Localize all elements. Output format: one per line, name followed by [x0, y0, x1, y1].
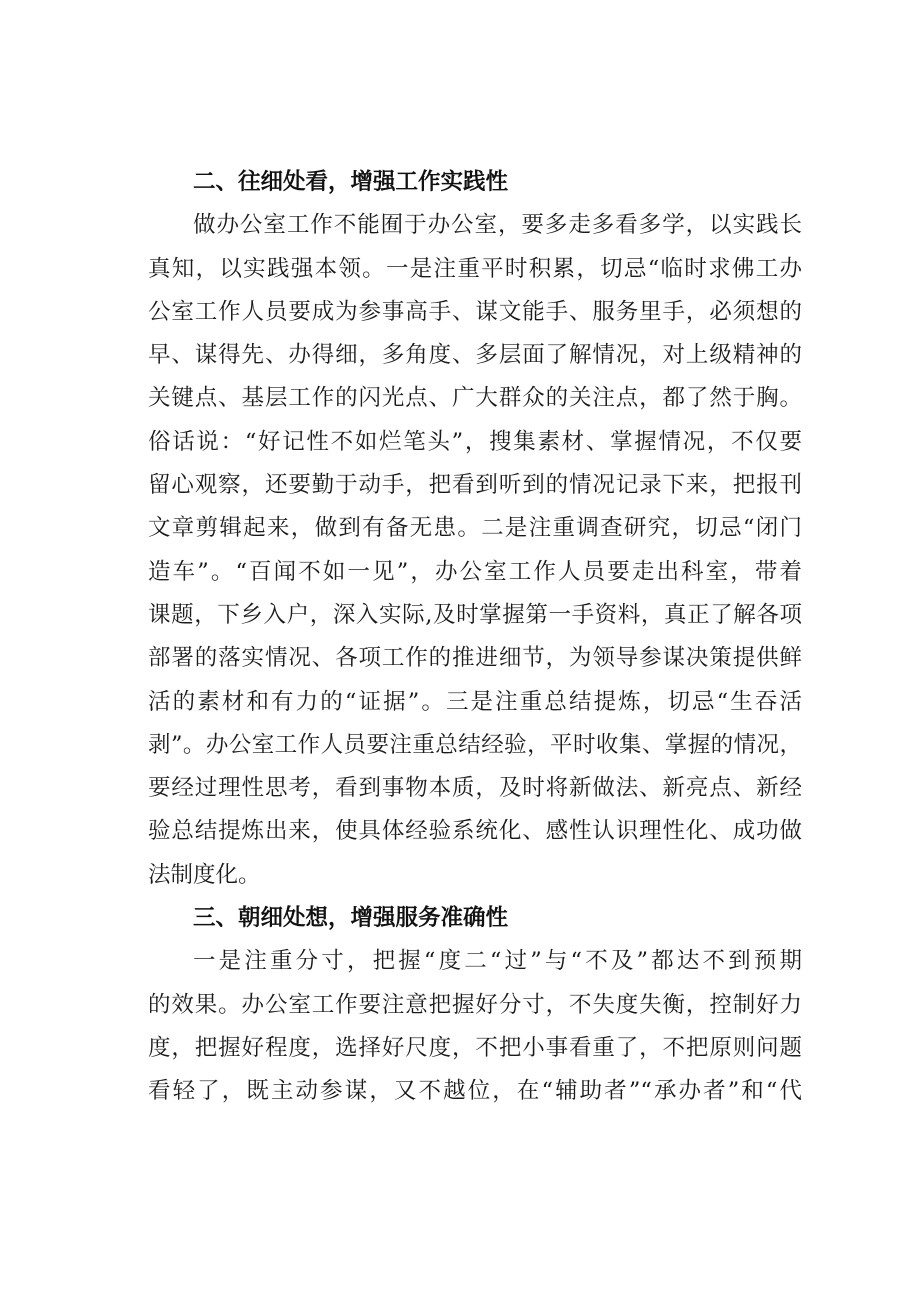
text-line: 度，把握好程度，选择好尺度，不把小事看重了，不把原则问题	[148, 1034, 802, 1061]
text-line: 部署的落实情况、各项工作的推进细节，为领导参谋决策提供鲜	[148, 645, 802, 672]
text-line: 的效果。办公室工作要注意把握好分寸，不失度失衡，控制好力	[148, 991, 802, 1018]
text-line: 公室工作人员要成为参事高手、谋文能手、服务里手，必须想的	[148, 298, 802, 325]
text-line: 造车”。“百闻不如一见”，办公室工作人员要走出科室，带着	[148, 558, 802, 585]
document-body	[148, 161, 802, 1114]
text-line: 早、谋得先、办得细，多角度、多层面了解情况，对上级精神的	[148, 342, 802, 369]
text-line: 法制度化。	[148, 861, 261, 888]
text-line: 一是注重分寸，把握“度二“过”与“不及”都达不到预期	[193, 948, 802, 975]
section-heading-3: 三、朝细处想，增强服务准确性	[193, 905, 509, 932]
section-3-paragraph	[148, 940, 802, 1113]
text-line: 留心观察，还要勤于动手，把看到听到的情况记录下来，把报刊	[148, 472, 802, 499]
text-line: 俗话说：“好记性不如烂笔头”，搜集素材、掌握情况，不仅要	[148, 428, 802, 455]
text-line: 看轻了，既主动参谋，又不越位，在“辅助者”“承办者”和“代	[148, 1078, 802, 1105]
text-line: 真知，以实践强本领。一是注重平时积累，切忌“临时求佛工办	[148, 255, 802, 282]
text-line: 文章剪辑起来，做到有备无患。二是注重调查研究，切忌“闭门	[148, 515, 802, 542]
text-line: 剥”。办公室工作人员要注重总结经验，平时收集、掌握的情况，	[148, 731, 802, 758]
text-line: 做办公室工作不能囿于办公室，要多走多看多学，以实践长	[193, 212, 802, 239]
text-line: 验总结提炼出来，使具体经验系统化、感性认识理性化、成功做	[148, 818, 802, 845]
text-line: 要经过理性思考，看到事物本质，及时将新做法、新亮点、新经	[148, 775, 802, 802]
text-line: 关键点、基层工作的闪光点、广大群众的关注点，都了然于胸。	[148, 385, 802, 412]
text-line: 活的素材和有力的“证据”。三是注重总结提炼，切忌“生吞活	[148, 688, 802, 715]
section-2-paragraph	[148, 204, 802, 897]
section-heading-2: 二、往细处看，增强工作实践性	[193, 169, 509, 195]
text-line: 课题，下乡入户，深入实际,及时掌握第一手资料，真正了解各项	[148, 601, 802, 628]
